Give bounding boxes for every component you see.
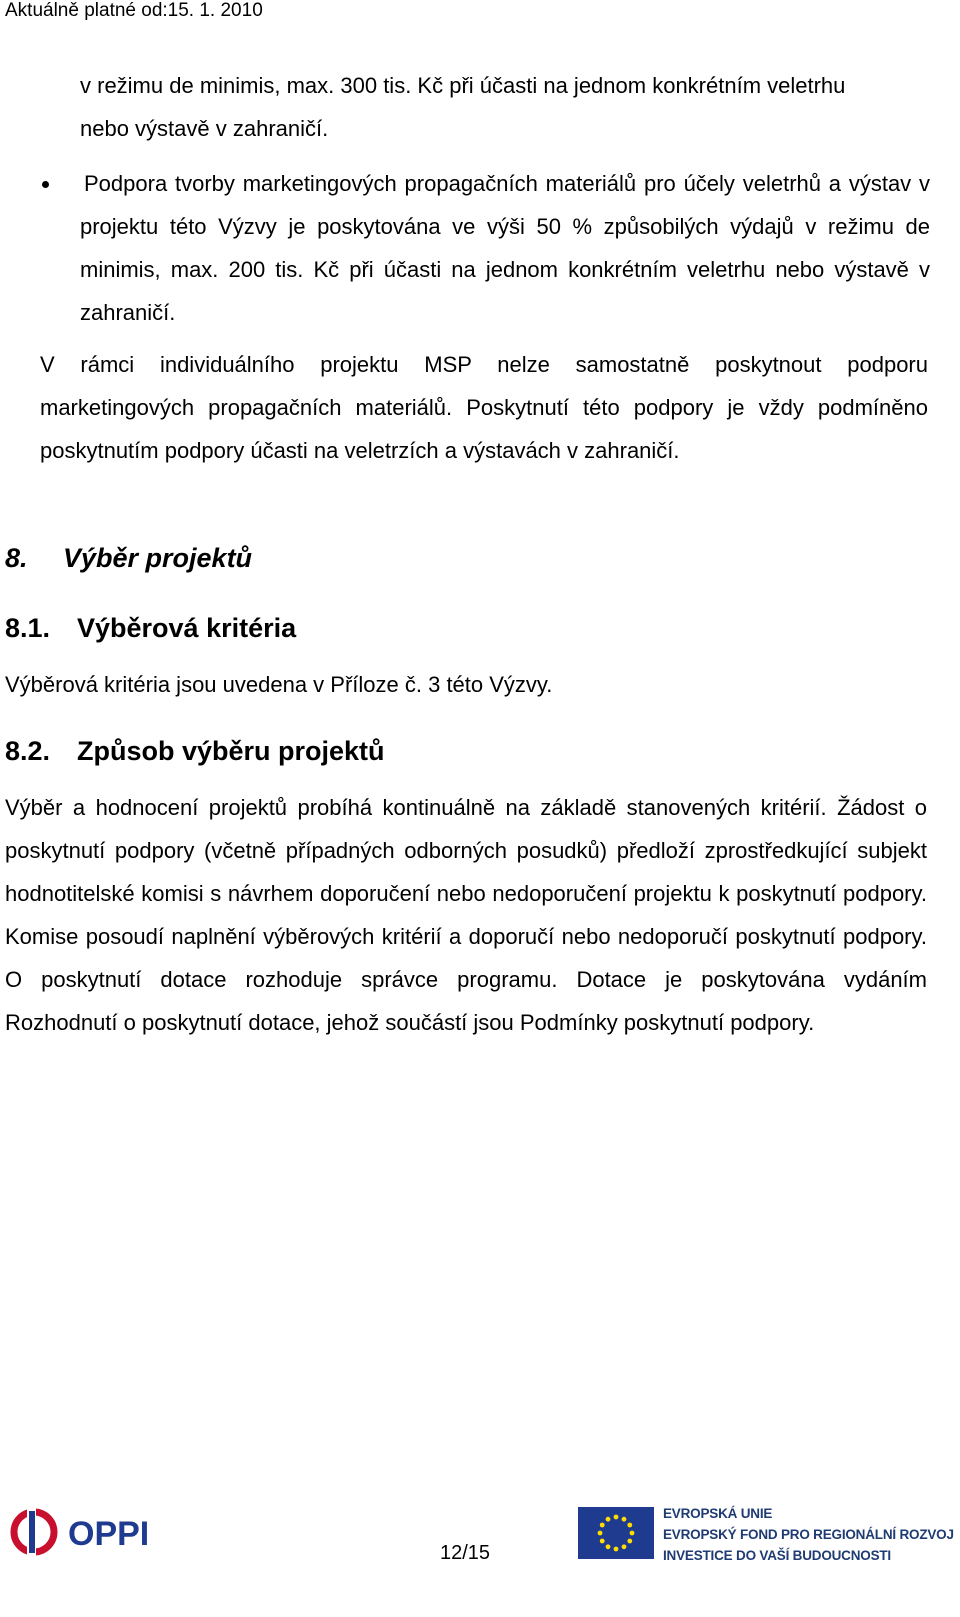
section-8-1-heading xyxy=(5,610,296,646)
eu-logo-text xyxy=(663,1503,954,1566)
section-8-2-heading xyxy=(5,733,385,769)
continuation-text xyxy=(80,64,928,150)
oppi-logo-text: OPPI xyxy=(68,1515,150,1553)
continuation-line-1: v režimu de minimis, max. 300 tis. Kč při účasti na jednom konkrétním veletrhu xyxy=(80,73,846,98)
section-8-2-text: Výběr a hodnocení projektů probíhá kontinuálně na základě stanovených kritérií. Žádost o poskytnutí podpory (včetně případných odborných posudků) předloží zprostředkující subjekt hodnotitelské komisi s návrhem doporučení nebo nedoporučení projektu k poskytnutí podpory. Komise posoudí naplnění výběrových kritérií a doporučí nebo nedoporučí poskytnutí podpory. O poskytnutí dotace rozhoduje správce programu. Dotace je poskytována vydáním Rozhodnutí o poskytnutí dotace, jehož součástí jsou Podmínky poskytnutí podpory. xyxy=(5,795,927,1035)
page-footer xyxy=(0,1495,960,1617)
bullet-icon xyxy=(42,181,49,188)
eu-line-2: EVROPSKÝ FOND PRO REGIONÁLNÍ ROZVOJ xyxy=(663,1527,954,1542)
section-8-1-number: 8.1. xyxy=(5,613,51,643)
section-8-title: Výběr projektů xyxy=(63,543,253,573)
section-8-2-title: Způsob výběru projektů xyxy=(77,736,385,766)
page-number: 12/15 xyxy=(440,1542,491,1564)
section-8-number: 8. xyxy=(5,543,28,573)
section-8-2-number: 8.2. xyxy=(5,736,51,766)
section-8-1-title: Výběrová kritéria xyxy=(77,613,297,643)
section-8-1-text: Výběrová kritéria jsou uvedena v Příloze č. 3 této Výzvy. xyxy=(5,672,553,697)
continuation-line-2: nebo výstavě v zahraničí. xyxy=(80,116,329,141)
page-header: Aktuálně platné od:15. 1. 2010 xyxy=(5,0,263,21)
bullet-item: Podpora tvorby marketingových propagačních materiálů pro účely veletrhů a výstav v projektu této Výzvy je poskytována ve výši 50 % způsobilých výdajů v režimu de minimis, max. 200 tis. Kč při účasti na jednom konkrétním veletrhu nebo výstavě v zahraničí. xyxy=(80,171,930,325)
section-8-heading xyxy=(5,540,252,576)
oppi-logo xyxy=(10,1501,160,1563)
eu-line-3: INVESTICE DO VAŠÍ BUDOUCNOSTI xyxy=(663,1548,891,1563)
eu-flag-icon xyxy=(578,1507,654,1559)
eu-line-1: EVROPSKÁ UNIE xyxy=(663,1506,773,1521)
paragraph-msp: V rámci individuálního projektu MSP nelze samostatně poskytnout podporu marketingových propagačních materiálů. Poskytnutí této podpory je vždy podmíněno poskytnutím podpory účasti na veletrzích a výstavách v zahraničí. xyxy=(40,352,928,463)
